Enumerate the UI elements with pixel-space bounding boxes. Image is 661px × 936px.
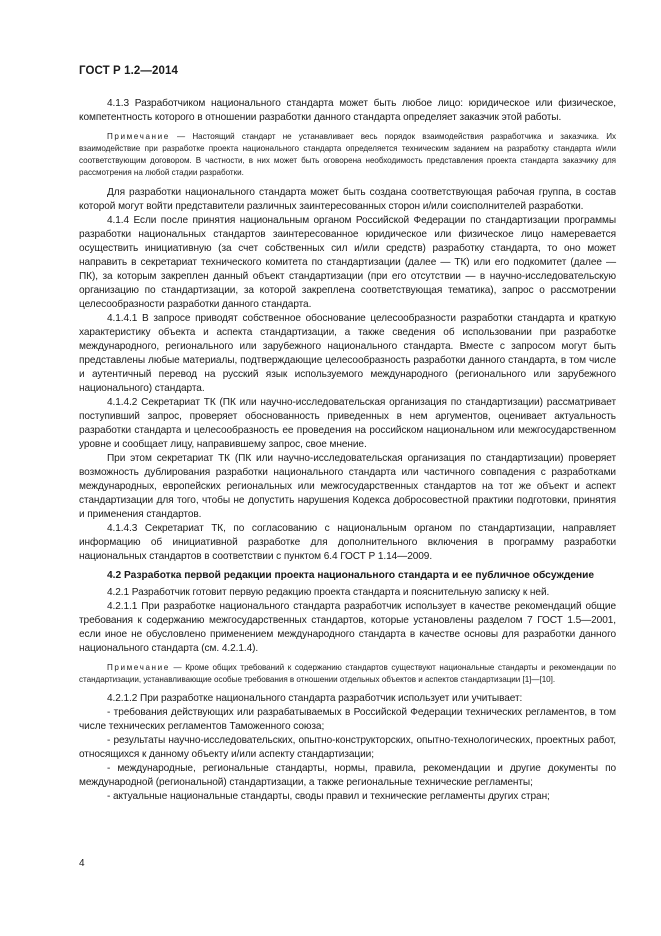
- duplication-check-paragraph: При этом секретариат ТК (ПК или научно-исследовательская организация по стандартизации) проверяет возможность дублирования разработки национального стандарта или частичного совпадения с разработками международных, европейских региональных или межгосударственных стандартов на тот же объект и аспект стандартизации для того, чтобы не допустить нарушения Кодекса добросовестной практики подготовки, принятия и применения стандартов.: [79, 453, 616, 520]
- section-4-2-heading: 4.2 Разработка первой редакции проекта национального стандарта и ее публичное обсуждение: [107, 570, 595, 581]
- clause-4-1-4-2: 4.1.4.2 Секретариат ТК (ПК или научно-исследовательская организация по стандартизации) рассматривает поступивший запрос, проверяет обоснованность приведенных в нем аргументов, оценивает актуальность разработки стандарта и целесообразность ее проведения на российском национальном или межгосударственном уровне и сообщает лицу, направившему запрос, свое мнение.: [79, 397, 616, 450]
- list-item: - результаты научно-исследовательских, опытно-конструкторских, опытно-технологических, проектных работ, относящихся к данному объекту и/или аспекту стандартизации;: [79, 735, 616, 760]
- list-item: - актуальные национальные стандарты, своды правил и технические регламенты других стран;: [107, 791, 550, 802]
- clause-4-1-4: 4.1.4 Если после принятия национальным органом Российской Федерации по стандартизации программы разработки национальных стандартов заинтересованное юридическое или физическое лицо намеревается осуществить инициативную (за счет собственных сил и/или средств) разработку стандарта, то оно может направить в секретариат технического комитета по стандартизации (далее — ТК) или его подкомитет (далее — ПК), за которым закреплен данный объект стандартизации (при его отсутствии — в научно-исследовательскую организацию по стандартизации, за которой закреплена соответствующая тематика), запрос о рассмотрении целесообразности разработки данного стандарта.: [79, 215, 616, 310]
- note-text: — Кроме общих требований к содержанию стандартов существуют национальные стандарты и рекомендации по стандартизации, устанавливающие особые требования в отношении отдельных объектов и аспектов стандартизации [1]—[10].: [79, 663, 616, 684]
- note-label: Примечание: [107, 132, 170, 141]
- working-group-paragraph: Для разработки национального стандарта может быть создана соответствующая рабочая группа, в состав которой могут войти представители различных заинтересованных сторон и/или соисполнителей разработки.: [79, 187, 616, 212]
- clause-4-1-4-1: 4.1.4.1 В запросе приводят собственное обоснование целесообразности разработки стандарта и краткую характеристику объекта и аспекта стандартизации, а также сведения об использовании при разработке международного, регионального или зарубежного национального стандарта. Вместе с запросом могут быть представлены любые материалы, подтверждающие целесообразность разработки данного стандарта, в том числе и аутентичный перевод на русский язык используемого международного (регионального или зарубежного национального) стандарта.: [79, 313, 616, 394]
- clause-4-2-1: 4.2.1 Разработчик готовит первую редакцию проекта стандарта и пояснительную записку к ней.: [107, 587, 550, 598]
- note-special-requirements: [79, 662, 616, 686]
- page-number: 4: [79, 858, 85, 869]
- clause-4-2-1-2: 4.2.1.2 При разработке национального стандарта разработчик использует или учитывает:: [107, 693, 523, 704]
- note-text: — Настоящий стандарт не устанавливает весь порядок взаимодействия разработчика и заказчика. Их взаимодействие при разработке проекта национального стандарта определяется техническим заданием на разработку стандарта и/или соответствующим договором. В частности, в них может быть оговорена необходимость представления проекта стандарта заказчику для рассмотрения на любой стадии разработки.: [79, 132, 616, 177]
- note-label: Примечание: [107, 663, 170, 672]
- document-body: [79, 97, 616, 804]
- note-developer-customer: [79, 131, 616, 179]
- list-item: - международные, региональные стандарты, нормы, правила, рекомендации и другие документы по международной (региональной) стандартизации, а также региональные технические регламенты;: [79, 763, 616, 788]
- clause-4-1-3: 4.1.3 Разработчиком национального стандарта может быть любое лицо: юридическое или физическое, компетентность которого в отношении разработки данного стандарта определяет заказчик этой работы.: [79, 98, 616, 123]
- clause-4-1-4-3: 4.1.4.3 Секретариат ТК, по согласованию с национальным органом по стандартизации, направляет информацию об инициативной разработке для дополнительного включения в программу разработки национальных стандартов в соответствии с пунктом 6.4 ГОСТ Р 1.14—2009.: [79, 523, 616, 562]
- clause-4-2-1-1: 4.2.1.1 При разработке национального стандарта разработчик использует в качестве рекомендаций общие требования к содержанию межгосударственных стандартов, которые установлены разделом 7 ГОСТ 1.5—2001, если иное не обусловлено применением международного стандарта в качестве основы для разработки данного национального стандарта (см. 4.2.1.4).: [79, 601, 616, 654]
- list-item: - требования действующих или разрабатываемых в Российской Федерации технических регламентов, в том числе технических регламентов Таможенного союза;: [79, 707, 616, 732]
- document-header: ГОСТ Р 1.2—2014: [79, 65, 178, 77]
